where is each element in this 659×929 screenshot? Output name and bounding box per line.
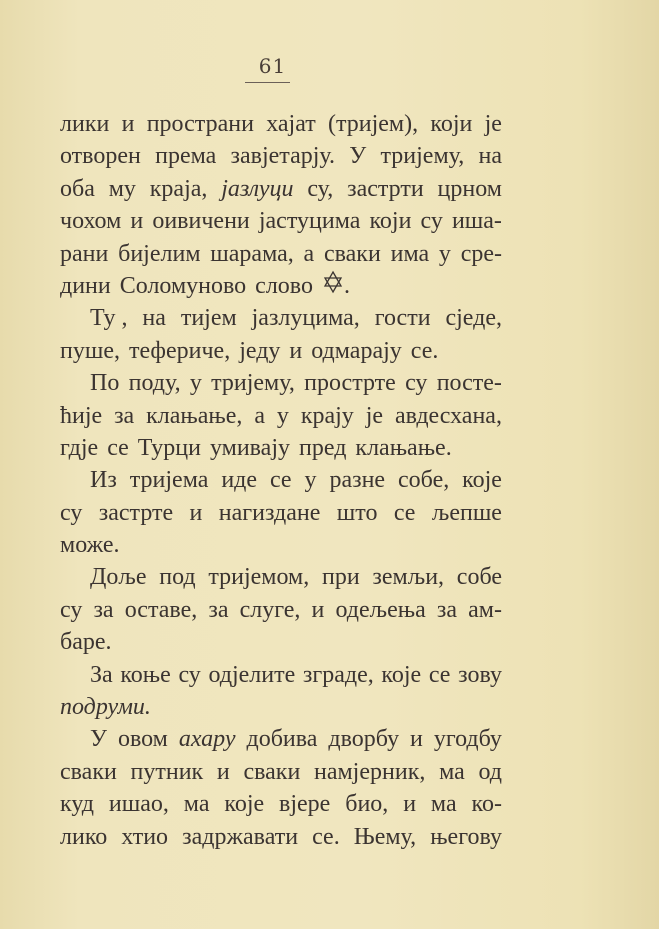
word: од	[478, 758, 502, 785]
page-number: 61	[258, 54, 287, 78]
text-line	[60, 788, 502, 820]
word: према	[155, 143, 217, 170]
word: који	[430, 111, 473, 137]
word: и	[189, 499, 203, 526]
text-line	[60, 756, 502, 788]
word: вјере	[279, 791, 331, 818]
word: пространи	[146, 111, 254, 137]
word: има	[390, 240, 430, 267]
text-line	[60, 400, 502, 432]
word: тијем	[180, 305, 237, 332]
word: и	[130, 208, 144, 235]
text-line	[60, 821, 502, 853]
word: ћије	[60, 402, 103, 429]
word: су	[60, 596, 83, 623]
word: сједе,	[445, 305, 502, 332]
word: подруми.	[60, 694, 151, 721]
word: застрте	[98, 499, 174, 526]
text-line	[60, 205, 502, 237]
word: у	[304, 467, 317, 494]
word: јазлуци	[221, 175, 294, 202]
word: јазлуцима,	[251, 305, 360, 332]
word: љепше	[431, 499, 502, 526]
word: за	[436, 596, 457, 623]
text-line	[60, 302, 502, 334]
text-line	[60, 270, 502, 302]
word: Доље	[90, 564, 147, 591]
word: су	[60, 499, 83, 526]
word: ма	[430, 791, 457, 818]
text-line	[60, 335, 502, 367]
word: једу	[239, 337, 281, 364]
word: хајат	[266, 111, 316, 137]
line-punctuation: .	[343, 272, 350, 299]
word: разне	[329, 467, 386, 494]
word: се	[269, 467, 292, 494]
word: угодбу	[433, 726, 502, 753]
word: и	[121, 111, 135, 137]
word: на	[478, 143, 502, 170]
word: одмарају	[311, 337, 402, 364]
page-number-rule	[245, 82, 290, 83]
word: а	[303, 240, 315, 267]
word: које	[224, 791, 265, 818]
word: За	[90, 661, 113, 688]
word: за	[114, 402, 135, 429]
word: тефериче,	[128, 337, 231, 364]
word: и	[289, 337, 303, 364]
text-line	[60, 173, 502, 205]
word: у	[438, 240, 451, 267]
word: гости	[374, 305, 431, 332]
word: ма	[183, 791, 210, 818]
word: бијелим	[118, 240, 201, 267]
word: се	[393, 499, 416, 526]
word: се	[428, 661, 451, 688]
word: слово	[255, 272, 313, 299]
text-line	[60, 594, 502, 626]
word: сре-	[460, 240, 502, 267]
word: ко-	[471, 791, 502, 818]
word: се.	[410, 337, 439, 364]
word: овом	[117, 726, 168, 753]
word: У	[349, 143, 367, 170]
text-line	[60, 626, 502, 658]
word: тријемом,	[208, 564, 310, 591]
word: се.	[312, 823, 340, 850]
word: собе	[456, 564, 502, 591]
word: поду,	[128, 370, 181, 397]
word: црном	[437, 175, 502, 202]
word: сваки	[60, 758, 117, 785]
word: тријему,	[380, 143, 465, 170]
word: зграде,	[302, 661, 374, 688]
word: био,	[345, 791, 389, 818]
text-line	[60, 238, 502, 270]
word: зову	[458, 661, 502, 688]
word: које	[381, 661, 422, 688]
text-line	[60, 367, 502, 399]
word: путник	[130, 758, 204, 785]
word: је	[484, 111, 502, 137]
word: под	[159, 564, 196, 591]
text-line	[60, 108, 502, 140]
word: нагиздане	[218, 499, 321, 526]
star-of-solomon-icon	[322, 270, 344, 294]
word: рани	[60, 240, 109, 267]
text-line	[60, 497, 502, 529]
word: што	[336, 499, 378, 526]
word: и	[410, 726, 423, 753]
word: дворбу	[328, 726, 400, 753]
word: лико	[60, 823, 108, 850]
word: гдје	[60, 434, 99, 461]
word: земљи,	[372, 564, 445, 591]
word: Соломуново	[119, 272, 247, 299]
word: на	[142, 305, 166, 332]
text-line	[60, 691, 502, 723]
word: може.	[60, 532, 120, 559]
word: за	[93, 596, 114, 623]
word: и	[216, 758, 230, 785]
word: краја,	[149, 175, 208, 202]
word: оба	[60, 175, 95, 202]
word: собе,	[398, 467, 450, 494]
text-line	[60, 432, 502, 464]
word: јастуцима	[258, 208, 361, 235]
word: одјелите	[208, 661, 296, 688]
word: иша-	[451, 208, 502, 235]
word: Њему,	[353, 823, 417, 850]
word: у	[189, 370, 202, 397]
word: му	[108, 175, 136, 202]
text-line	[60, 529, 502, 561]
word: хтио	[121, 823, 169, 850]
word: ма	[439, 758, 465, 785]
word: пред	[299, 434, 347, 461]
word: се	[107, 434, 129, 461]
word: оставе,	[124, 596, 198, 623]
word: задржавати	[182, 823, 299, 850]
word: клањање.	[355, 434, 452, 461]
word: добива	[246, 726, 318, 753]
word: крају	[300, 402, 354, 429]
word: ахару	[178, 726, 236, 753]
word: слуге,	[239, 596, 301, 623]
word: Турци	[137, 434, 201, 461]
word: пуше,	[60, 337, 120, 364]
text-line	[60, 140, 502, 172]
word: су,	[307, 175, 334, 202]
word: баре.	[60, 629, 112, 656]
text-line	[60, 561, 502, 593]
word: застрти	[347, 175, 424, 202]
text-line	[60, 659, 502, 691]
text-line	[60, 723, 502, 755]
word: прострте	[304, 370, 396, 397]
word: намјерник,	[314, 758, 426, 785]
word: при	[321, 564, 360, 591]
word: Ту ,	[90, 305, 128, 332]
word: које	[462, 467, 502, 494]
word: оивичени	[152, 208, 250, 235]
word: његову	[430, 823, 502, 850]
word: чохом	[60, 208, 122, 235]
word: а	[254, 402, 265, 429]
word: иде	[221, 467, 258, 494]
word: одељења	[335, 596, 426, 623]
word: у	[276, 402, 289, 429]
word: отворен	[60, 143, 141, 170]
word: шарама,	[210, 240, 294, 267]
word: Из	[90, 467, 117, 494]
word: који	[369, 208, 412, 235]
word: ишао,	[108, 791, 169, 818]
word: клањање,	[146, 402, 243, 429]
word: сваки	[243, 758, 301, 785]
word: завјетарју.	[230, 143, 335, 170]
word: је	[365, 402, 384, 429]
word: коње	[120, 661, 171, 688]
body-text	[60, 108, 502, 853]
word: лики	[60, 111, 110, 137]
word: су	[420, 208, 443, 235]
word: ам-	[468, 596, 502, 623]
word: тријема	[129, 467, 209, 494]
text-line	[60, 464, 502, 496]
word: су	[178, 661, 201, 688]
word: авдесхана,	[394, 402, 502, 429]
word: за	[208, 596, 229, 623]
word: и	[403, 791, 417, 818]
word: умивају	[209, 434, 291, 461]
word: куд	[60, 791, 95, 818]
word: тријему,	[211, 370, 295, 397]
word: дини	[60, 272, 111, 299]
word: и	[311, 596, 325, 623]
word: сваки	[323, 240, 381, 267]
word: посте-	[436, 370, 502, 397]
word: По	[90, 370, 120, 397]
word: су	[405, 370, 428, 397]
word: (тријем),	[327, 111, 419, 137]
word: У	[90, 726, 107, 753]
